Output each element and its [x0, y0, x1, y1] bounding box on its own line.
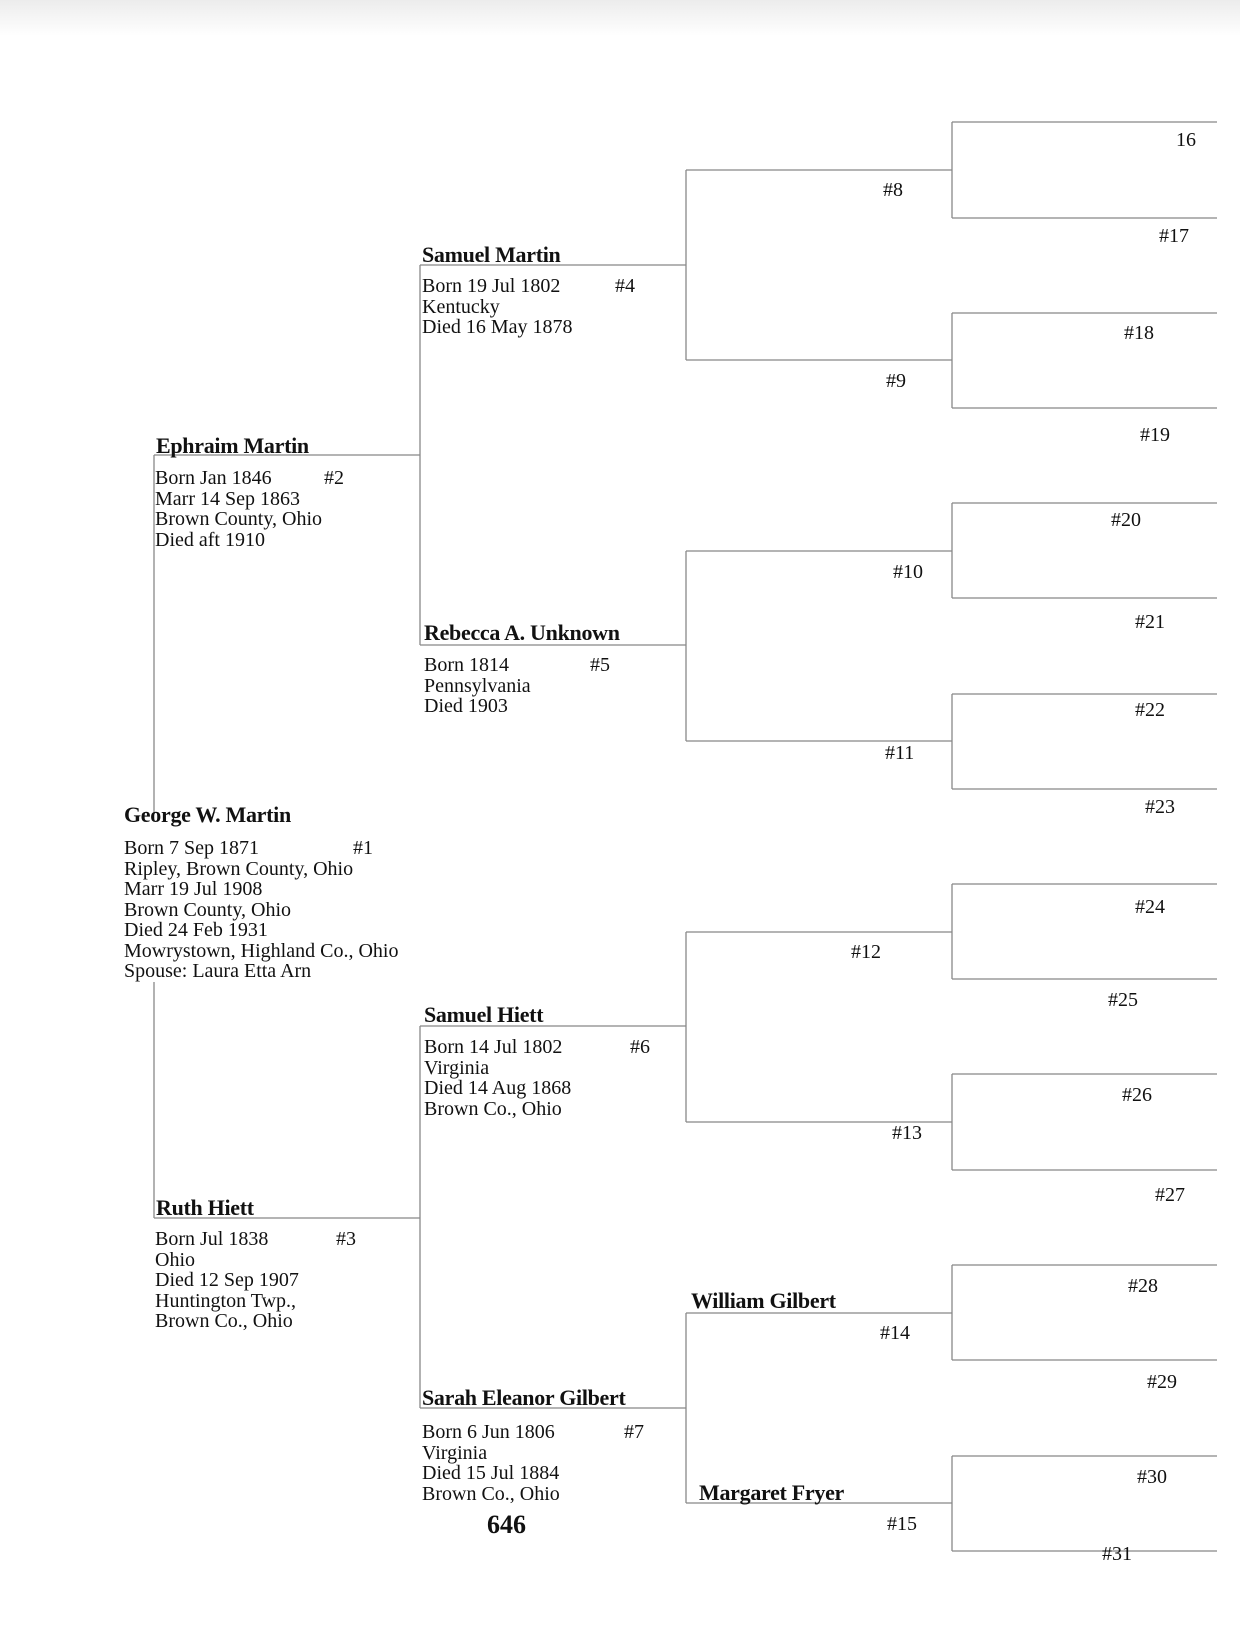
person-5-died: Died 1903 — [424, 695, 508, 717]
ancestor-14-name: William Gilbert — [691, 1288, 836, 1313]
person-3-died-place-1: Huntington Twp., — [155, 1289, 297, 1312]
ancestor-21-number: #21 — [1135, 611, 1165, 633]
person-1-born-place: Ripley, Brown County, Ohio — [124, 857, 354, 880]
ancestor-20-number: #20 — [1111, 509, 1141, 531]
ancestor-17-number: #17 — [1159, 225, 1189, 247]
ancestor-12-number: #12 — [851, 941, 881, 963]
person-5-details — [424, 655, 531, 717]
ancestor-15-number: #15 — [887, 1513, 917, 1535]
ancestor-15-name: Margaret Fryer — [699, 1480, 845, 1505]
ancestor-23-number: #23 — [1145, 796, 1175, 818]
person-1-died-place: Mowrystown, Highland Co., Ohio — [124, 939, 399, 962]
person-6-number: #6 — [630, 1036, 650, 1058]
person-1-died: Died 24 Feb 1931 — [124, 919, 268, 941]
person-1-number: #1 — [353, 837, 373, 859]
person-3-died: Died 12 Sep 1907 — [155, 1269, 299, 1291]
person-6-died-place: Brown Co., Ohio — [424, 1097, 562, 1120]
person-6-born-place: Virginia — [424, 1056, 490, 1079]
ancestor-14-number: #14 — [880, 1322, 910, 1344]
person-1-spouse: Spouse: Laura Etta Arn — [124, 960, 312, 982]
person-2-marriage-place: Brown County, Ohio — [155, 508, 323, 530]
ancestor-30-number: #30 — [1137, 1466, 1167, 1488]
person-1-marriage-place: Brown County, Ohio — [124, 898, 292, 921]
ancestor-19-number: #19 — [1140, 424, 1170, 446]
person-6-born: Born 14 Jul 1802 — [424, 1036, 563, 1058]
person-3-born: Born Jul 1838 — [155, 1228, 269, 1250]
person-3-died-place-2: Brown Co., Ohio — [155, 1310, 293, 1332]
ancestor-9-number: #9 — [886, 370, 906, 392]
ancestor-31-number: #31 — [1102, 1543, 1132, 1565]
person-4-name: Samuel Martin — [422, 242, 561, 267]
person-1-details — [124, 838, 398, 982]
page-number: 646 — [487, 1510, 526, 1539]
ancestor-22-number: #22 — [1135, 699, 1165, 721]
ancestor-11-number: #11 — [885, 742, 915, 764]
person-4-born-place: Kentucky — [422, 295, 500, 318]
person-5-number: #5 — [590, 654, 610, 676]
ancestor-28-number: #28 — [1128, 1275, 1158, 1297]
person-7-name: Sarah Eleanor Gilbert — [422, 1385, 626, 1410]
person-4-died: Died 16 May 1878 — [422, 316, 573, 338]
person-3-name: Ruth Hiett — [156, 1195, 254, 1220]
person-2-born: Born Jan 1846 — [155, 467, 272, 489]
person-7-born: Born 6 Jun 1806 — [422, 1421, 555, 1443]
ancestor-25-number: #25 — [1108, 989, 1138, 1011]
person-5-born: Born 1814 — [424, 654, 509, 676]
person-7-born-place: Virginia — [422, 1441, 488, 1464]
person-6-died: Died 14 Aug 1868 — [424, 1077, 572, 1099]
person-4-details — [422, 276, 573, 338]
person-3-details — [155, 1229, 299, 1332]
person-2-died: Died aft 1910 — [155, 528, 265, 551]
person-7-died: Died 15 Jul 1884 — [422, 1462, 560, 1484]
person-3-born-place: Ohio — [155, 1248, 195, 1271]
ancestor-27-number: #27 — [1155, 1184, 1185, 1206]
ancestor-26-number: #26 — [1122, 1084, 1152, 1106]
person-1-born: Born 7 Sep 1871 — [124, 837, 259, 859]
ancestor-8-number: #8 — [883, 179, 903, 201]
person-1-name: George W. Martin — [124, 802, 291, 827]
ancestor-10-number: #10 — [893, 561, 923, 583]
ancestor-24-number: #24 — [1135, 896, 1165, 918]
person-2-number: #2 — [324, 467, 344, 489]
person-5-born-place: Pennsylvania — [424, 674, 531, 697]
ancestor-13-number: #13 — [892, 1122, 922, 1144]
person-6-details — [424, 1037, 571, 1119]
person-4-number: #4 — [615, 275, 635, 297]
person-2-name: Ephraim Martin — [156, 433, 309, 458]
person-4-born: Born 19 Jul 1802 — [422, 275, 561, 297]
person-7-number: #7 — [624, 1421, 644, 1443]
person-7-details — [422, 1422, 560, 1504]
person-5-name: Rebecca A. Unknown — [424, 620, 620, 645]
person-1-marriage: Marr 19 Jul 1908 — [124, 878, 263, 900]
person-2-details — [155, 468, 322, 550]
person-7-died-place: Brown Co., Ohio — [422, 1482, 560, 1505]
person-6-name: Samuel Hiett — [424, 1002, 544, 1027]
ancestor-29-number: #29 — [1147, 1371, 1177, 1393]
ancestor-16-number: 16 — [1176, 129, 1196, 151]
ancestor-18-number: #18 — [1124, 322, 1154, 344]
person-2-marriage: Marr 14 Sep 1863 — [155, 487, 300, 510]
person-3-number: #3 — [336, 1228, 356, 1250]
